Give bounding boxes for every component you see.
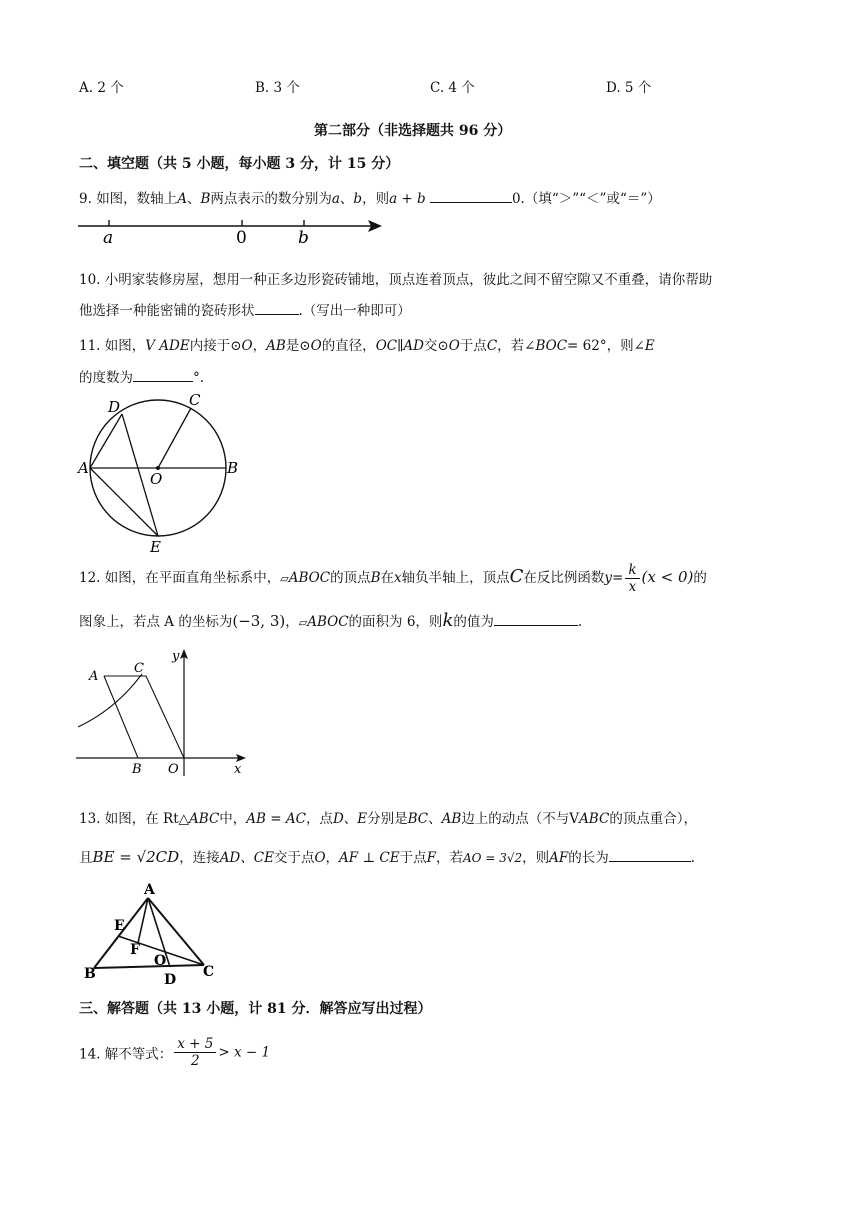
q14-fraction: $\frac{x + 5}{2}$ xyxy=(174,1036,216,1069)
q12-answer-blank[interactable] xyxy=(494,612,578,626)
label-A-q13: A xyxy=(144,882,155,898)
q8-option-a: A. 2 个 xyxy=(79,80,124,96)
label-A: A xyxy=(78,459,89,477)
label-F-q13: F xyxy=(130,942,140,958)
q11-circle-figure xyxy=(76,388,246,556)
label-O: O xyxy=(150,470,163,488)
q11-answer-blank[interactable] xyxy=(133,368,193,382)
q13-line2: 且BE = √2CD，连接AD、CE交于点O，AF ⊥ CE于点F，若AO = 3√2，则AF的长为 . xyxy=(79,848,696,866)
label-O-q12: O xyxy=(168,762,179,776)
label-E: E xyxy=(150,538,161,556)
q12-fraction: $\frac{k}{x}$ xyxy=(625,562,639,595)
q11-line2: 的度数为 °. xyxy=(79,370,205,386)
label-D: D xyxy=(108,398,121,416)
q12-coordinate-figure xyxy=(76,644,256,776)
q8-option-d: D. 5 个 xyxy=(606,80,652,96)
label-x: x xyxy=(234,762,242,776)
label-B-q13: B xyxy=(84,966,96,982)
q13-line1: 13. 如图，在 Rt△ABC中，AB = AC，点D、E分别是BC、AB边上的动点（不与VABC的顶点重合）， xyxy=(79,811,698,827)
fill-heading: 二、填空题（共 5 小题，每小题 3 分，计 15 分） xyxy=(79,156,400,172)
q10-answer-blank[interactable] xyxy=(255,301,299,315)
label-A-q12: A xyxy=(89,669,99,684)
q12-line1: 12. 如图，在平面直角坐标系中，▱ABOC的顶点B在x轴负半轴上，顶点C在反比例函数y= $\frac{k}{x}$ (x < 0)的 xyxy=(79,562,707,595)
q10-line2: 他选择一种能密铺的瓷砖形状 .（写出一种即可） xyxy=(79,303,411,319)
q12-line2: 图象上，若点 A 的坐标为(−3, 3)，▱ABOC的面积为 6，则k的值为 . xyxy=(79,610,583,631)
label-C-q13: C xyxy=(203,964,215,980)
q9-text: 9. 如图，数轴上A、B两点表示的数分别为a、b，则a + b 0.（填“＞”“＜”或“＝”） xyxy=(79,191,661,207)
label-y: y xyxy=(172,649,180,664)
label-O-q13: O xyxy=(154,953,167,969)
label-E-q13: E xyxy=(114,918,125,934)
q8-option-b: B. 3 个 xyxy=(255,80,300,96)
label-C: C xyxy=(189,391,201,409)
label-C-q12: C xyxy=(134,661,144,676)
q13-answer-blank[interactable] xyxy=(609,848,691,862)
label-D-q13: D xyxy=(164,972,177,988)
q13-triangle-figure xyxy=(82,880,218,990)
section-title: 第二部分（非选择题共 96 分） xyxy=(314,123,512,139)
axis-label-b: b xyxy=(298,228,309,248)
label-B-q12: B xyxy=(132,762,142,776)
q11-line1: 11. 如图，V ADE内接于⊙O，AB是⊙O的直径，OC∥AD交⊙O于点C，若∠BOC= 62°，则∠E xyxy=(79,338,655,354)
q10-line1: 10. 小明家装修房屋，想用一种正多边形瓷砖铺地，顶点连着顶点，彼此之间不留空隙又不重叠，请你帮助 xyxy=(79,272,713,288)
q14-text: 14. 解不等式： $\frac{x + 5}{2}$ > x − 1 xyxy=(79,1036,271,1069)
label-B: B xyxy=(227,459,239,477)
q9-answer-blank[interactable] xyxy=(430,189,512,203)
solve-heading: 三、解答题（共 13 小题，计 81 分．解答应写出过程） xyxy=(79,1001,432,1017)
q8-option-c: C. 4 个 xyxy=(430,80,475,96)
axis-label-0: 0 xyxy=(236,228,247,248)
axis-label-a: a xyxy=(103,228,114,248)
q9-number-line xyxy=(76,214,388,250)
